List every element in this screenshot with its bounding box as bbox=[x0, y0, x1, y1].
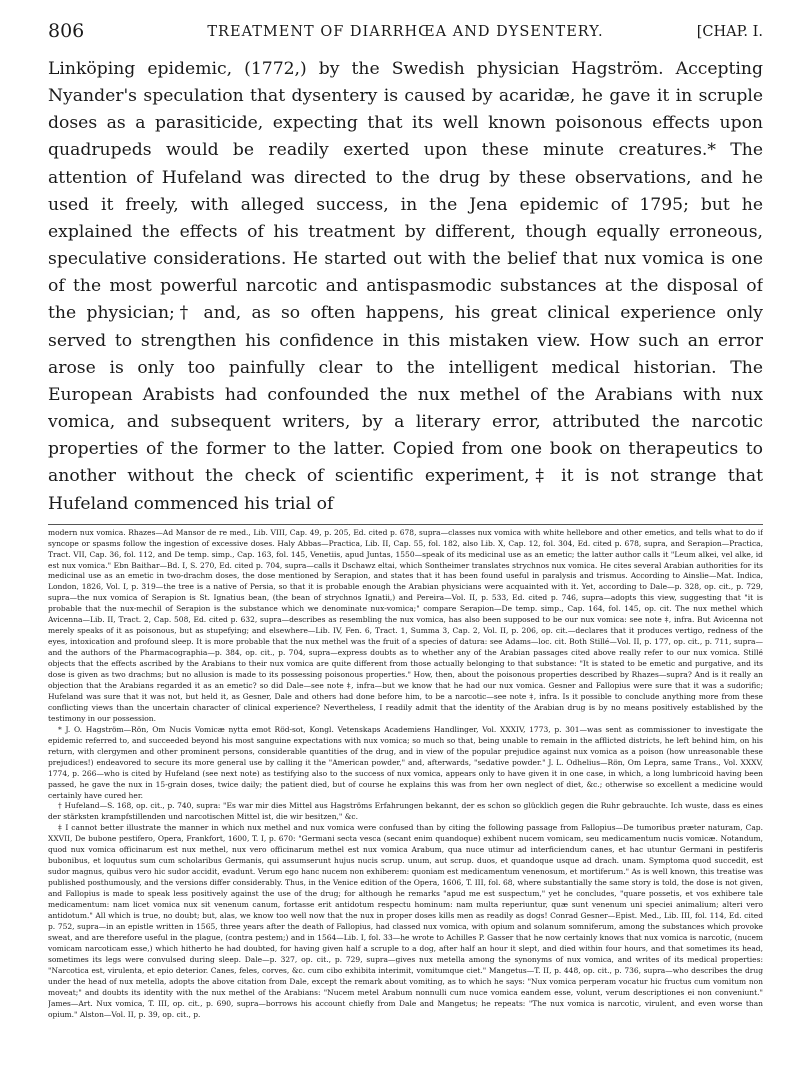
footnote-continuation: modern nux vomica. Rhazes—Ad Mansor de re med., Lib. VIII, Cap. 49, p. 205, Ed. cited p. 678, supra—classes nux vomica with white hellebore and other emetics, and tells what to do if syncope or spasms follow the ingestion of excessive doses. Haly Abbas—Practica, Lib. II, Cap. 55, fol. 182, also Lib. X, Cap. 12, fol. 304, Ed. cited p. 678, supra, and Serapion—Practica, Tract. VII, Cap. 36, fol. 112, and De temp. simp., Cap. 163, fol. 145, Venetiis, apud Juntas, 1550—speak of its medicinal use as an emetic; the latter author calls it "Leum alkei, vel alke, id est nux vomica." Ebn Baithar—Bd. I, S. 270, Ed. cited p. 704, supra—calls it Dschawz eltai, which Sontheimer translates strychnos nux vomica. He cites several Arabian authorities for its medicinal use as an emetic in two-drachm doses, the dose mentioned by Serapion, and states that it has been found useful in paralysis and trismus. According to Ainslie—Mat. Indica, London, 1826, Vol. I, p. 319—the tree is a native of Persia, so that it is probable enough the Arabian physicians were acquainted with it. Yet, according to Dale—p. 328, op. cit., p. 729, supra—the nux vomica of Serapion is St. Ignatius bean, (the bean of strychnos Ignatii,) and Pereira—Vol. II, p. 533, Ed. cited p. 746, supra—adopts this view, suggesting that "it is probable that the nux-mechil of Serapion is the substance which we denominate nux-vomica;" compare Serapion—De temp. simp., Cap. 164, fol. 145, op. cit. The nux methel which Avicenna—Lib. II, Tract. 2, Cap. 508, Ed. cited p. 632, supra—describes as resembling the nux vomica, has also been supposed to be our nux vomica: see note ‡, infra. But Avicenna not merely speaks of it as poisonous, but as stupefying; and elsewhere—Lib. IV, Fen. 6, Tract. 1, Summa 3, Cap. 2, Vol. II, p. 206, op. cit.—declares that it produces vertigo, redness of the eyes, intoxication and profound sleep. It is more probable that the nux methel was the fruit of a species of datura: see Adams—loc. cit. Both Stillé—Vol. II, p. 177, op. cit., p. 711, supra—and the authors of the Pharmacographia—p. 384, op. cit., p. 704, supra—express doubts as to whether any of the Arabian passages cited above really refer to our nux vomica. Stillé objects that the effects ascribed by the Arabians to their nux vomica are quite different from those actually belonging to that substance: "It is stated to be emetic and purgative, and its dose is given as two drachms; but no allusion is made to its possessing poisonous properties." How, then, about the poisonous properties described by Rhazes—supra? And is it really an objection that the Arabians regarded it as an emetic? so did Dale—see note ‡, infra—but we know that he had our nux vomica. Gesner and Fallopius were sure that it was a sudorific; Hufeland was sure that it was not, but held it, as Gesner, Dale and others had done before him, to be a narcotic—see note ‡, infra. Is it possible to conclude anything more from these conflicting views than the uncertain character of clinical experience? Nevertheless, I readily admit that the identity of the Arabian drug is by no means positively established by the testimony in our possession. bbox=[48, 527, 763, 723]
footnote-double-dagger: ‡ I cannot better illustrate the manner in which nux methel and nux vomica were confused than by citing the following passage from Fallopius—De tumoribus præter naturam, Cap. XXVII, De bubone pestifero, Opera, Frankfort, 1600, T. I, p. 670: "Germani secta vesca (secant enim quandoque) exhibent nucem vomicam, seu medicamentum nucis vomicæ. Notandum, quod nux vomica officinarum est nux methel, nux vero officinarum methel est nux vomica Arabum, qua nuce utimur ad interficiendum canes, et hac utuntur Germani in pestiferis bubonibus, et loquutus sum cum scholaribus Germanis, qui assumserunt hujus nucis scrup. unum, aut scrup. duos, et quandoque usque ad drach. unam. Symptoma quod succedit, est sudor magnus, quibus vero hic sudor accidit, evadunt. Verum ego hanc nucem non exhiberem: quoniam est medicamentum venenosum, et mortiferum." As is well known, this treatise was published posthumously, and the versions differ considerably. Thus, in the Venice edition of the Opera, 1606, T. III, fol. 68, where substantially the same story is told, the dose is not given, and Fallopius is made to speak less positively against the use of the drug; for although he remarks "apud me est suspectum," yet he concludes, "quare possetis, et vos exhibere tale medicamentum: nam licet vomica nux sit venenum canum, fortasse erit antidotum respectu hominum: nam multa reperiuntur, quæ sunt venenum uni speciei animalium; alteri vero antidotum." All which is true, no doubt; but, alas, we know too well now that the nux in proper doses kills men as readily as dogs! Conrad Gesner—Epist. Med., Lib. III, fol. 114, Ed. cited p. 752, supra—in an epistle written in 1565, three years after the death of Fallopius, had classed nux vomica, with opium and solanum somniferum, among the substances which provoke sweat, and are therefore useful in the plague, (contra pestem;) and in 1564—Lib. I, fol. 33—he wrote to Achilles P. Gasser that he now certainly knows that nux vomica is narcotic, (nucem vomicam narcoticam esse,) which hitherto he had doubted, for having given half a scruple to a dog, after half an hour it slept, and died within four hours, and that sometimes its head, sometimes its legs were convulsed during sleep. Dale—p. 327, op. cit., p. 729, supra—gives nux metella among the synonyms of nux vomica, and writes of its medical properties: "Narcotica est, virulenta, et epio deterior. Canes, feles, corves, &c. cum cibo exhibita interimit, vomitumque ciet." Mangetus—T. II, p. 448, op. cit., p. 736, supra—who describes the drug under the head of nux metella, adopts the above citation from Dale, except the remark about vomiting, as to which he says: "Nux vomica perperam vocatur hic fructus cum vomitum non moveat;" and doubts its identity with the nux methel of the Arabians: "Nucem metel Arabum nonnulli cum nuce vomica eandem esse, volunt, verum descriptiones ei non conveniunt." James—Art. Nux vomica, T. III, op. cit., p. 690, supra—borrows his account chiefly from Dale and Mangetus; he repeats: "The nux vomica is narcotic, virulent, and even worse than opium." Alston—Vol. II, p. 39, op. cit., p. bbox=[48, 823, 763, 1019]
chapter-label: [CHAP. I. bbox=[696, 24, 763, 40]
page bbox=[48, 20, 763, 1065]
footnote-divider bbox=[48, 524, 763, 525]
footnote-dagger: † Hufeland—S. 168, op. cit., p. 740, supra: "Es war mir dies Mittel aus Hagströms Erfahrungen bekannt, der es schon so glücklich gegen die Ruhr gebrauchte. Ich wuste, dass es eines der stärksten krampfstillenden und narcotischen Mittel ist, die wir besitzen," &c. bbox=[48, 801, 763, 822]
footnote-star: * J. O. Hagström—Rön, Om Nucis Vomicæ nytta emot Röd-sot, Kongl. Vetenskaps Academiens Handlinger, Vol. XXXIV, 1773, p. 301—was sent as commissioner to investigate the epidemic referred to, and succeeded beyond his most sanguine expectations with nux vomica; so much so that, being unable to remain in the afflicted districts, he left behind him, on his return, with clergymen and other prominent persons, considerable quantities of the drug, and in view of the popular prejudice against nux vomica as a poison (how unreasonable these prejudices!) endeavored to secure its more general use by calling it the "American powder," and, afterwards, "sedative powder." J. L. Odhelius—Rön, Om Lepra, same Trans., Vol. XXXV, 1774, p. 266—who is cited by Hufeland (see next note) as testifying also to the success of nux vomica, appears only to have given it in one case, in which, a long lumbricoid having been passed, he gave the nux in 15-grain doses, twice daily; the patient died, but of course he explains this was from her own neglect of diet, &c.; otherwise so excellent a medicine would certainly have cured her. bbox=[48, 724, 763, 800]
body-paragraph: Linköping epidemic, (1772,) by the Swedish physician Hagström. Accepting Nyander's speculation that dysentery is caused by acaridæ, he gave it in scruple doses as a parasiticide, expecting that its well known poisonous effects upon quadrupeds would be readily exerted upon these minute creatures.* The attention of Hufeland was directed to the drug by these observations, and he used it freely, with alleged success, in the Jena epidemic of 1795; but he explained the effects of his treatment by different, though equally erroneous, speculative considerations. He started out with the belief that nux vomica is one of the most powerful narcotic and antispasmodic substances at the disposal of the physician;† and, as so often happens, his great clinical experience only served to strengthen his confidence in this mistaken view. How such an error arose is only too painfully clear to the intelligent medical historian. The European Arabists had confounded the nux methel of the Arabians with nux vomica, and subsequent writers, by a literary error, attributed the narcotic properties of the former to the latter. Copied from one book on therapeutics to another without the check of scientific experiment,‡ it is not strange that Hufeland commenced his trial of bbox=[48, 59, 763, 514]
footnotes bbox=[48, 528, 763, 1021]
page-number: 806 bbox=[48, 20, 85, 42]
running-header bbox=[48, 20, 763, 56]
running-title: TREATMENT OF DIARRHŒA AND DYSENTERY. bbox=[207, 24, 604, 40]
